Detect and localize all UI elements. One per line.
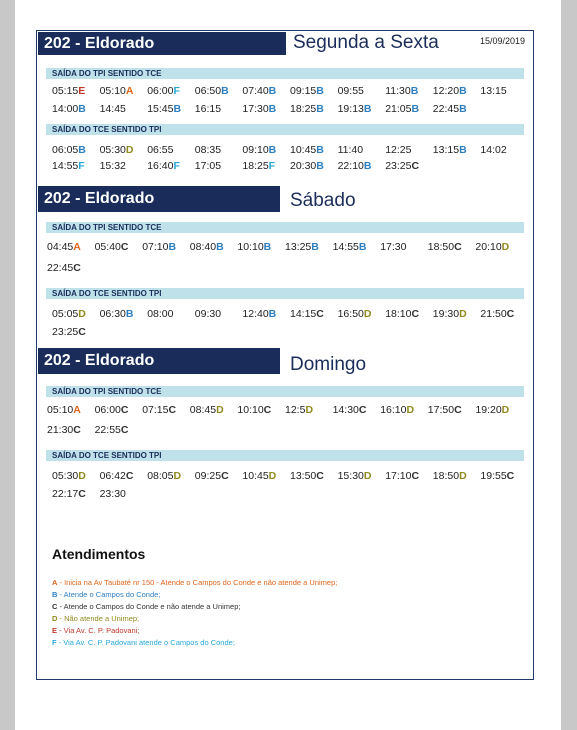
departure-time	[433, 103, 467, 115]
departure-time	[242, 103, 276, 115]
service-code: B	[168, 241, 177, 253]
day-label-saturday: Sábado	[290, 190, 356, 211]
departure-time	[385, 160, 419, 172]
time-value: 08:35	[194, 144, 222, 156]
service-code: C	[78, 326, 86, 338]
time-value: 19:55	[480, 470, 507, 482]
time-value: 17:30	[242, 103, 269, 115]
service-code: D	[216, 404, 224, 416]
departure-time	[338, 85, 364, 97]
service-code: B	[268, 103, 277, 115]
service-code: B	[411, 103, 420, 115]
time-value: 16:50	[337, 308, 364, 320]
time-value: 05:30	[99, 144, 126, 156]
service-code: C	[506, 308, 515, 320]
time-value: 18:50	[427, 241, 455, 253]
time-value: 05:05	[52, 308, 79, 320]
time-value: 17:50	[427, 404, 455, 416]
departure-time	[385, 308, 419, 320]
departure-time	[333, 404, 367, 416]
time-value: 23:25	[385, 160, 412, 172]
time-value: 05:40	[94, 241, 121, 253]
departure-time	[475, 404, 509, 416]
departure-time	[195, 85, 229, 97]
time-value: 10:10	[237, 404, 264, 416]
departure-time	[338, 470, 372, 482]
legend-code: B	[52, 590, 58, 599]
departure-time	[480, 85, 506, 97]
departure-time	[142, 404, 176, 416]
departure-time	[285, 241, 319, 253]
departure-time	[480, 470, 514, 482]
departure-time	[147, 160, 180, 172]
time-value: 18:25	[242, 160, 269, 172]
service-code: C	[120, 241, 129, 253]
legend-item-d	[52, 614, 139, 623]
time-value: 17:05	[194, 160, 222, 172]
legend-code: A	[52, 578, 58, 587]
time-value: 16:15	[194, 103, 222, 115]
departure-time	[385, 470, 419, 482]
departure-time	[52, 144, 86, 156]
service-code: D	[459, 470, 467, 482]
time-value: 14:45	[99, 103, 126, 115]
legend-item-e	[52, 626, 139, 635]
service-code: C	[358, 404, 367, 416]
service-code: B	[311, 241, 319, 253]
time-value: 11:40	[337, 144, 364, 156]
time-value: 13:15	[480, 85, 507, 97]
service-code: F	[173, 160, 180, 172]
time-value: 14:00	[52, 103, 79, 115]
departure-time	[242, 85, 276, 97]
departure-time	[195, 144, 221, 156]
time-value: 13:25	[285, 241, 312, 253]
departure-time	[428, 241, 462, 253]
time-value: 20:30	[290, 160, 317, 172]
departure-time	[47, 262, 81, 274]
time-value: 23:30	[99, 488, 126, 500]
service-code: D	[501, 404, 510, 416]
departure-time	[95, 241, 129, 253]
document-date: 15/09/2019	[480, 36, 526, 46]
departure-time	[237, 241, 271, 253]
departure-time	[100, 144, 134, 156]
service-code: B	[316, 144, 324, 156]
legend-code: E	[52, 626, 58, 635]
service-code: B	[173, 103, 182, 115]
service-code: D	[501, 241, 510, 253]
departure-time	[242, 470, 276, 482]
departure-time	[147, 85, 180, 97]
service-code: B	[459, 103, 467, 115]
service-code: C	[120, 424, 129, 436]
time-value: 12:40	[242, 308, 269, 320]
service-code: D	[459, 308, 467, 320]
service-code: C	[120, 404, 129, 416]
time-value: 06:00	[147, 85, 174, 97]
departure-time	[52, 308, 86, 320]
service-code: D	[78, 470, 86, 482]
legend-text: - Inicia na Av Taubaté nr 150 - Atende o Campos do Conde e não atende a Unimep;	[57, 578, 338, 587]
service-code: C	[411, 160, 420, 172]
time-value: 05:10	[99, 85, 126, 97]
time-value: 14:55	[332, 241, 359, 253]
departure-time	[100, 470, 134, 482]
time-value: 06:30	[99, 308, 126, 320]
departure-time	[290, 144, 324, 156]
time-value: 06:42	[99, 470, 126, 482]
service-code: B	[459, 144, 467, 156]
departure-time	[142, 241, 176, 253]
departure-time	[242, 144, 276, 156]
legend-text: - Via Av. C. P. Padovani atende o Campos do Conde;	[56, 638, 235, 647]
group-title: SAÍDA DO TPI SENTIDO TCE	[46, 222, 524, 233]
departure-time	[333, 241, 367, 253]
time-value: 21:50	[480, 308, 507, 320]
time-value: 15:32	[99, 160, 126, 172]
time-value: 21:05	[385, 103, 412, 115]
service-code: B	[358, 241, 367, 253]
service-code: D	[305, 404, 314, 416]
service-code: B	[78, 103, 86, 115]
time-value: 19:13	[337, 103, 364, 115]
time-value: 16:10	[380, 404, 407, 416]
legend-code: D	[52, 614, 58, 623]
time-value: 16:40	[147, 160, 174, 172]
service-code: D	[268, 470, 277, 482]
departure-time	[190, 404, 224, 416]
time-value: 18:10	[385, 308, 412, 320]
service-code: B	[78, 144, 86, 156]
departure-time	[95, 404, 129, 416]
service-code: B	[316, 85, 324, 97]
legend-item-a	[52, 578, 337, 587]
time-value: 05:30	[52, 470, 79, 482]
time-value: 06:55	[147, 144, 174, 156]
departure-time	[290, 85, 324, 97]
legend-text: - Via Av. C. P. Padovani;	[57, 626, 140, 635]
time-value: 14:02	[480, 144, 507, 156]
time-value: 09:25	[194, 470, 222, 482]
time-value: 14:15	[290, 308, 317, 320]
group-title: SAÍDA DO TCE SENTIDO TPI	[46, 124, 524, 135]
legend-code: F	[52, 638, 57, 647]
legend-text: - Atende o Campos do Conde e não atende a Unimep;	[57, 602, 241, 611]
departure-time	[385, 103, 419, 115]
time-value: 22:45	[47, 262, 74, 274]
service-code: B	[316, 103, 324, 115]
group-title: SAÍDA DO TCE SENTIDO TPI	[46, 288, 524, 299]
time-value: 21:30	[47, 424, 74, 436]
service-code: B	[410, 85, 419, 97]
route-header-weekday: 202 - Eldorado	[38, 32, 286, 55]
departure-time	[100, 160, 126, 172]
time-value: 14:55	[52, 160, 79, 172]
service-code: B	[216, 241, 224, 253]
service-code: C	[125, 470, 134, 482]
service-code: D	[78, 308, 86, 320]
service-code: D	[125, 144, 134, 156]
time-value: 10:45	[290, 144, 317, 156]
time-value: 14:30	[332, 404, 359, 416]
service-code: E	[78, 85, 86, 97]
time-value: 10:10	[237, 241, 264, 253]
departure-time	[52, 326, 86, 338]
service-code: A	[73, 241, 81, 253]
time-value: 13:15	[432, 144, 460, 156]
time-value: 15:45	[147, 103, 174, 115]
departure-time	[95, 424, 129, 436]
service-code: C	[316, 470, 324, 482]
service-code: B	[363, 103, 372, 115]
departure-time	[100, 85, 134, 97]
time-value: 07:15	[142, 404, 169, 416]
time-value: 23:25	[52, 326, 79, 338]
time-value: 20:10	[475, 241, 502, 253]
group-title: SAÍDA DO TPI SENTIDO TCE	[46, 386, 524, 397]
service-code: C	[411, 470, 420, 482]
time-value: 17:30	[380, 241, 407, 253]
departure-time	[290, 160, 324, 172]
departure-time	[147, 470, 181, 482]
time-value: 18:25	[290, 103, 317, 115]
departure-time	[433, 144, 467, 156]
departure-time	[52, 85, 85, 97]
service-code: B	[459, 85, 467, 97]
departure-time	[47, 241, 81, 253]
departure-time	[433, 470, 467, 482]
time-value: 09:10	[242, 144, 269, 156]
time-value: 06:50	[194, 85, 222, 97]
departure-time	[338, 160, 372, 172]
time-value: 09:55	[337, 85, 364, 97]
service-code: F	[78, 160, 85, 172]
legend-text: - Atende o Campos do Conde;	[57, 590, 161, 599]
service-code: B	[268, 308, 277, 320]
departure-time	[290, 308, 324, 320]
service-code: C	[263, 404, 272, 416]
service-code: C	[78, 488, 86, 500]
departure-time	[290, 103, 324, 115]
attendance-title: Atendimentos	[52, 546, 146, 562]
time-value: 22:45	[432, 103, 460, 115]
day-label-weekday: Segunda a Sexta	[293, 32, 439, 53]
departure-time	[428, 404, 462, 416]
departure-time	[480, 144, 506, 156]
service-code: F	[268, 160, 276, 172]
day-label-sunday: Domingo	[290, 354, 367, 375]
departure-time	[290, 470, 324, 482]
departure-time	[433, 308, 467, 320]
departure-time	[380, 241, 406, 253]
time-value: 06:00	[94, 404, 121, 416]
departure-time	[195, 470, 229, 482]
time-value: 09:15	[290, 85, 317, 97]
time-value: 19:20	[475, 404, 502, 416]
service-code: B	[268, 85, 277, 97]
departure-time	[475, 241, 509, 253]
service-code: B	[268, 144, 277, 156]
service-code: D	[363, 308, 372, 320]
departure-time	[237, 404, 271, 416]
service-code: B	[363, 160, 372, 172]
time-value: 12:5	[285, 404, 306, 416]
service-code: C	[316, 308, 324, 320]
service-code: F	[173, 85, 180, 97]
departure-time	[195, 160, 221, 172]
departure-time	[147, 103, 181, 115]
departure-time	[190, 241, 224, 253]
service-code: B	[316, 160, 324, 172]
time-value: 15:30	[337, 470, 364, 482]
time-value: 11:30	[385, 85, 411, 97]
legend-item-b	[52, 590, 160, 599]
time-value: 08:05	[147, 470, 174, 482]
service-code: D	[406, 404, 415, 416]
time-value: 07:10	[142, 241, 169, 253]
departure-time	[242, 308, 276, 320]
legend-item-c	[52, 602, 240, 611]
service-code: B	[263, 241, 272, 253]
time-value: 08:40	[189, 241, 217, 253]
time-value: 10:45	[242, 470, 269, 482]
time-value: 04:45	[47, 241, 74, 253]
time-value: 08:45	[189, 404, 217, 416]
legend-item-f	[52, 638, 235, 647]
departure-time	[433, 85, 467, 97]
departure-time	[47, 404, 81, 416]
departure-time	[338, 103, 372, 115]
departure-time	[242, 160, 275, 172]
service-code: C	[454, 241, 462, 253]
time-value: 05:10	[47, 404, 74, 416]
time-value: 06:05	[52, 144, 79, 156]
group-title: SAÍDA DO TPI SENTIDO TCE	[46, 68, 524, 79]
route-header-sunday: 202 - Eldorado	[38, 348, 280, 374]
departure-time	[385, 144, 411, 156]
time-value: 18:50	[432, 470, 460, 482]
time-value: 12:25	[385, 144, 412, 156]
departure-time	[147, 144, 173, 156]
time-value: 13:50	[290, 470, 317, 482]
service-code: A	[125, 85, 134, 97]
route-header-saturday: 202 - Eldorado	[38, 186, 280, 212]
departure-time	[52, 470, 86, 482]
departure-time	[380, 404, 414, 416]
time-value: 07:40	[242, 85, 269, 97]
service-code: C	[73, 262, 81, 274]
service-code: C	[411, 308, 420, 320]
departure-time	[385, 85, 418, 97]
service-code: C	[168, 404, 177, 416]
time-value: 19:30	[432, 308, 460, 320]
time-value: 09:30	[194, 308, 222, 320]
departure-time	[52, 103, 86, 115]
departure-time	[195, 308, 221, 320]
departure-time	[480, 308, 514, 320]
service-code: B	[125, 308, 134, 320]
departure-time	[52, 488, 86, 500]
legend-code: C	[52, 602, 58, 611]
group-title: SAÍDA DO TCE SENTIDO TPI	[46, 450, 524, 461]
time-value: 22:17	[52, 488, 79, 500]
departure-time	[338, 308, 372, 320]
departure-time	[147, 308, 173, 320]
service-code: C	[221, 470, 229, 482]
time-value: 05:15	[52, 85, 79, 97]
service-code: C	[506, 470, 515, 482]
service-code: A	[73, 404, 81, 416]
service-code: D	[173, 470, 182, 482]
service-code: C	[454, 404, 462, 416]
departure-time	[100, 488, 126, 500]
departure-time	[195, 103, 221, 115]
service-code: C	[73, 424, 81, 436]
departure-time	[52, 160, 85, 172]
legend-text: - Não atende a Unimep;	[57, 614, 140, 623]
departure-time	[285, 404, 313, 416]
service-code: B	[221, 85, 229, 97]
time-value: 12:20	[432, 85, 460, 97]
service-code: D	[363, 470, 372, 482]
departure-time	[338, 144, 364, 156]
departure-time	[100, 308, 134, 320]
time-value: 08:00	[147, 308, 174, 320]
departure-time	[100, 103, 126, 115]
departure-time	[47, 424, 81, 436]
time-value: 22:55	[94, 424, 121, 436]
time-value: 22:10	[337, 160, 364, 172]
time-value: 17:10	[385, 470, 412, 482]
